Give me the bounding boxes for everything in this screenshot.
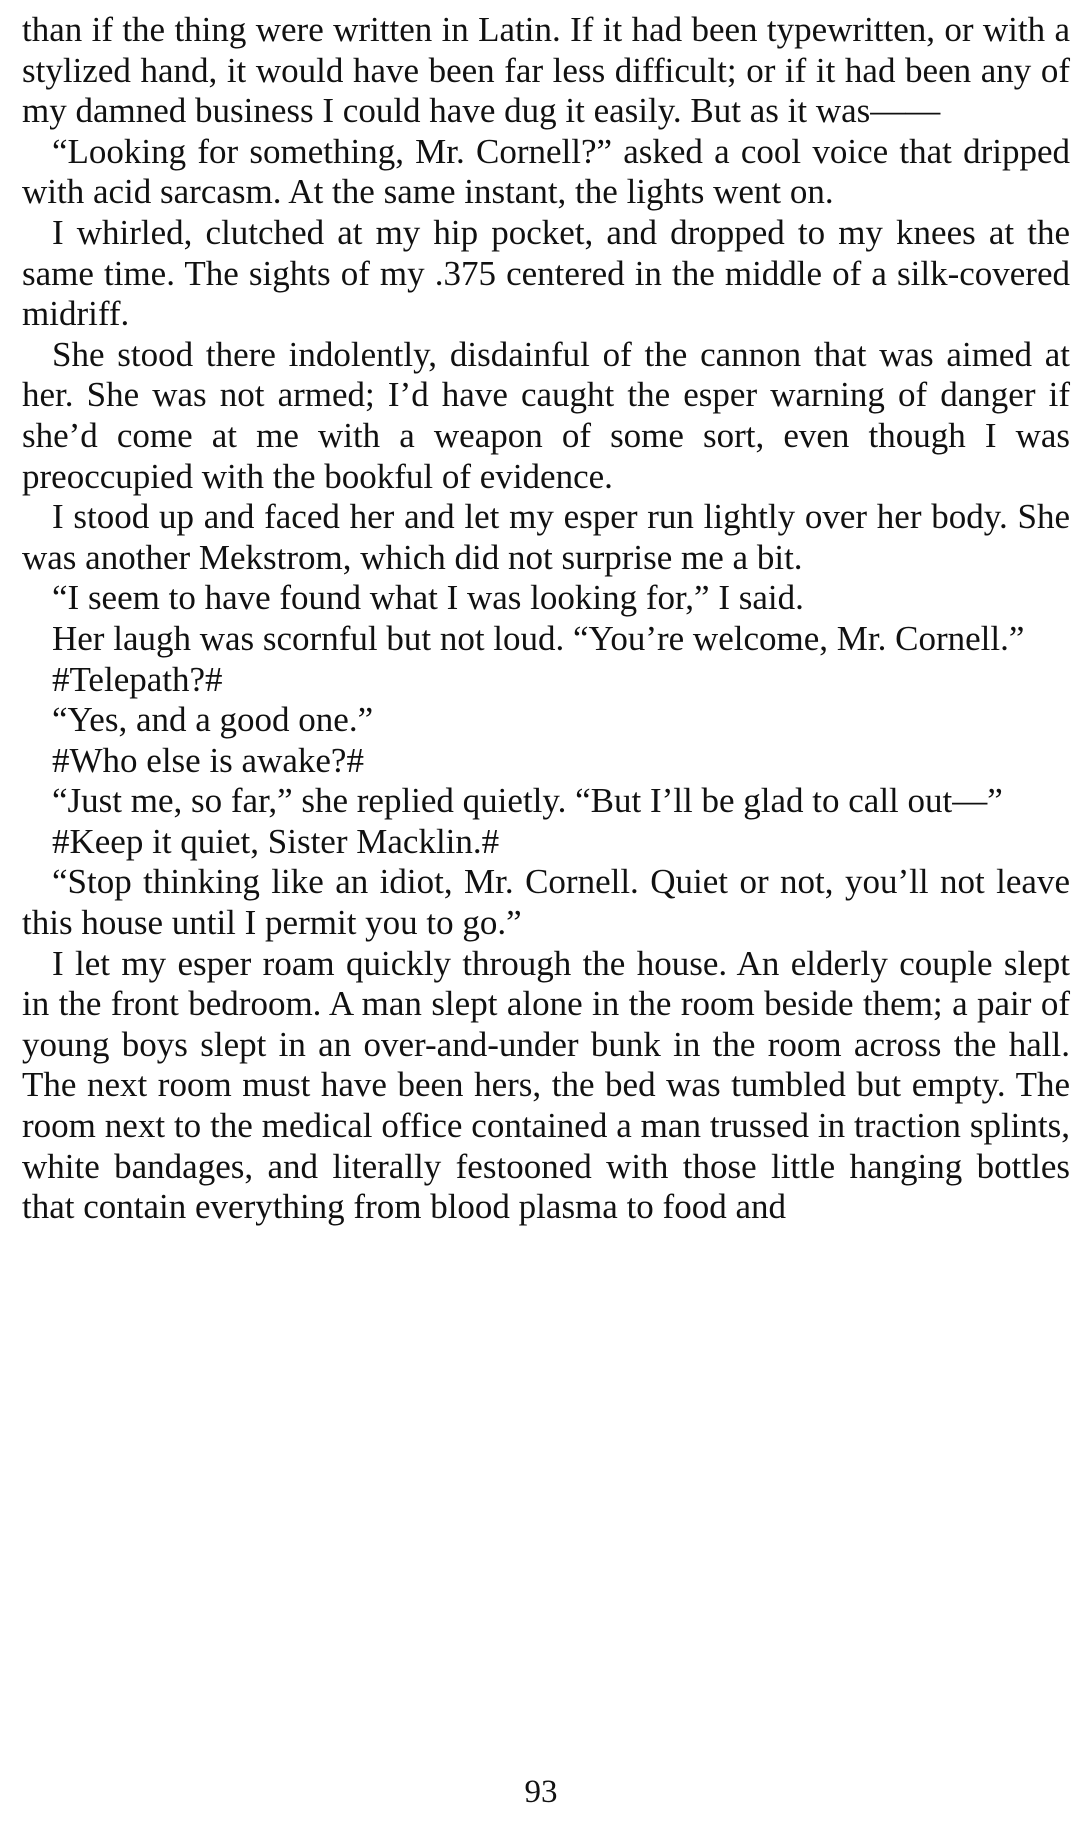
paragraph: I whirled, clutched at my hip pocket, and dropped to my knees at the same time. The sights of my .375 centered in the middle of a silk-covered midriff. [22,212,1070,334]
paragraph: She stood there indolently, disdainful of the cannon that was aimed at her. She was not armed; I’d have caught the esper warning of danger if she’d come at me with a weapon of some sort, even though I was preoccupied with the bookful of evidence. [22,334,1070,496]
paragraph: I stood up and faced her and let my esper run lightly over her body. She was another Mekstrom, which did not surprise me a bit. [22,497,1070,577]
page-number: 93 [524,1774,558,1810]
paragraph: “I seem to have found what I was looking for,” I said. [52,578,804,618]
paragraph: Her laugh was scornful but not loud. “You’re welcome, Mr. Cornell.” [52,618,1025,658]
paragraph: “Just me, so far,” she replied quietly. “But I’ll be glad to call out—” [52,781,1003,821]
telepathic-line: #Telepath?# [52,659,223,699]
telepathic-line: #Keep it quiet, Sister Macklin.# [52,821,500,861]
paragraph: “Looking for something, Mr. Cornell?” asked a cool voice that dripped with acid sarcasm. At the same instant, the lights went on. [22,131,1070,212]
paragraph: than if the thing were written in Latin. If it had been typewritten, or with a stylized hand, it would have been far less difficult; or if it had been any of my damned business I could have dug it easily. But as it was—— [22,10,1070,131]
paragraph: “Yes, and a good one.” [52,700,374,740]
paragraph: “Stop thinking like an idiot, Mr. Cornell. Quiet or not, you’ll not leave this house until I permit you to go.” [22,862,1070,943]
paragraph: I let my esper roam quickly through the house. An elderly couple slept in the front bedroom. A man slept alone in the room beside them; a pair of young boys slept in an over-and-under bunk in the room across the hall. The next room must have been hers, the bed was tumbled but empty. The room next to the medical office contained a man trussed in traction splints, white bandages, and literally festooned with those little hanging bottles that contain everything from blood plasma to food and [22,943,1070,1227]
page-body [22,10,1070,1228]
telepathic-line: #Who else is awake?# [52,740,364,780]
